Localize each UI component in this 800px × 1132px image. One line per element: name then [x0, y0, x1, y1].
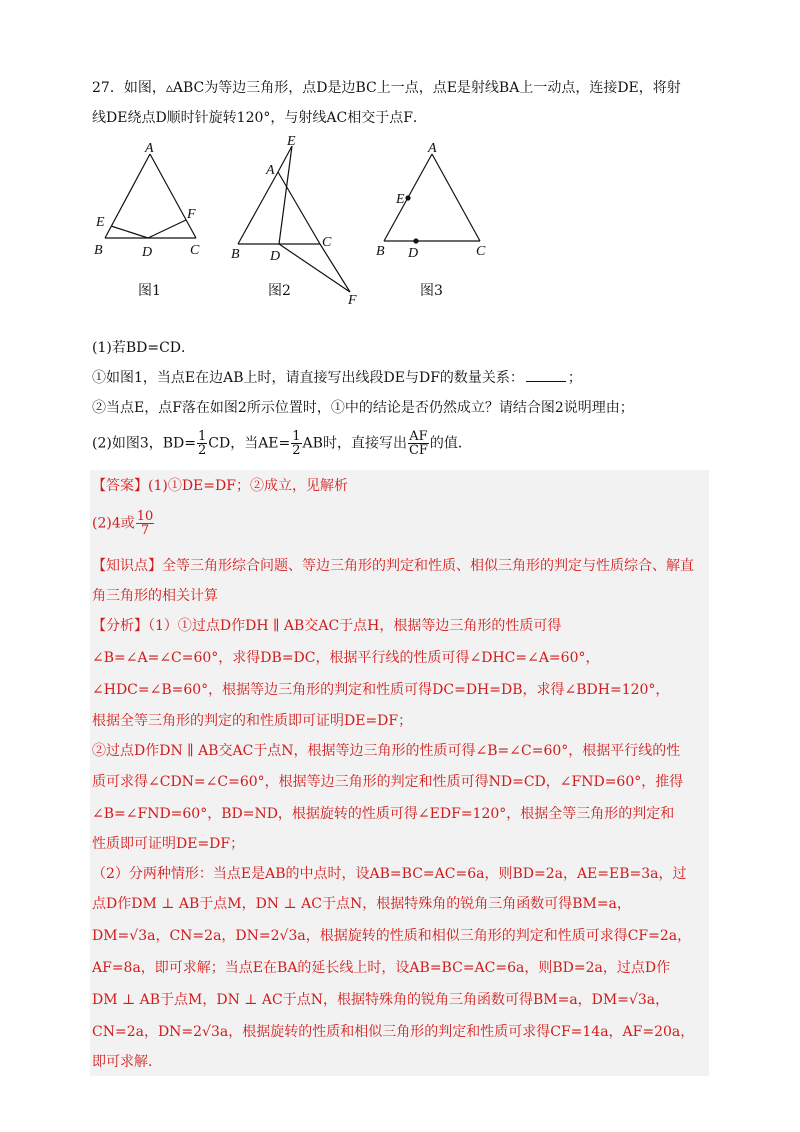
fig3-point-e [405, 195, 410, 200]
part-1a [92, 368, 582, 388]
fig1-side-ab [105, 154, 150, 238]
fig1-segment-de [111, 226, 148, 238]
analysis-line: ∠B=∠A=∠C=60°，求得DB=DC，根据平行线的性质可得∠DHC=∠A=60°， [92, 650, 600, 666]
fraction-half-1 [197, 430, 207, 457]
part-1b: ②当点E，点F落在如图2所示位置时，①中的结论是否仍然成立？请结合图2说明理由； [92, 400, 634, 416]
fraction-num: 1 [292, 429, 301, 444]
fig2-label-c: C [322, 235, 332, 250]
fig3-point-d [413, 238, 418, 243]
fig3-label-e: E [396, 192, 405, 207]
question-stem-line-1 [92, 78, 681, 98]
fraction-num: 10 [136, 509, 154, 524]
part-2-b: CD，当AE= [208, 435, 291, 452]
fig2-side-ab [238, 172, 278, 244]
fig3-caption: 图3 [420, 283, 443, 299]
fig1-label-f: F [187, 207, 196, 222]
part-1: (1)若BD=CD． [92, 340, 196, 356]
fig1-label-c: C [190, 243, 200, 258]
fraction-num: 1 [197, 429, 207, 444]
analysis-line: 质可求得∠CDN=∠C=60°，根据等边三角形的判定和性质可得ND=CD，∠FND=60°，推得 [92, 774, 684, 790]
fig2-segment-de [279, 146, 292, 244]
answer-1: (1)①DE=DF；②成立，见解析 [148, 478, 348, 494]
fig3-label-b: B [376, 244, 385, 259]
fig1-segment-df [148, 220, 186, 238]
knowledge-2: 角三角形的相关计算 [92, 588, 218, 604]
part-2-a: (2)如图3，BD= [92, 435, 196, 452]
analysis-line: ∠B=∠FND=60°，BD=ND，根据旋转的性质可得∠EDF=120°，根据全等三角形的判定和 [92, 806, 675, 822]
fig3-label-a: A [428, 141, 437, 156]
fig3-side-ac [432, 154, 480, 241]
fig2-label-d: D [270, 249, 281, 264]
figure-1 [90, 140, 220, 265]
part-2-d: 的值． [429, 435, 472, 452]
fig2-label-e: E [287, 134, 296, 149]
fig2-caption: 图2 [268, 283, 291, 299]
analysis-line: 即可求解． [92, 1054, 162, 1070]
analysis-line-1 [92, 616, 561, 636]
part-2 [92, 430, 472, 457]
part-1a-end: ； [567, 370, 582, 386]
figure-2 [228, 132, 378, 310]
analysis-tag: 【分析】 [92, 618, 148, 634]
analysis-line: 点D作DM ⊥ AB于点M，DN ⊥ AC于点N，根据特殊角的锐角三角函数可得BM=a， [92, 896, 631, 912]
answer-line-2 [92, 510, 155, 537]
fig2-label-b: B [231, 247, 240, 262]
knowledge-tag: 【知识点】 [92, 558, 162, 574]
fig2-ray-ac-extension [320, 244, 350, 292]
fig1-side-ac [150, 154, 196, 238]
answer-line-1 [92, 476, 348, 496]
analysis-line: ∠HDC=∠B=60°，根据等边三角形的判定和性质可得DC=DH=DB，求得∠BDH=120°， [92, 682, 670, 698]
analysis-line: AF=8a，即可求解；当点E在BA的延长线上时，设AB=BC=AC=6a，则BD=2a，过点D作 [92, 960, 671, 976]
fraction-den: 2 [292, 443, 301, 458]
fraction-den: 2 [197, 443, 207, 458]
fig2-label-a: A [266, 163, 275, 178]
question-stem-2: 线DE绕点D顺时针旋转120°，与射线AC相交于点F． [92, 110, 427, 126]
fraction-den: 7 [140, 523, 150, 538]
analysis-line: 根据全等三角形的判定的和性质即可证明DE=DF； [92, 713, 413, 729]
knowledge-1: 全等三角形综合问题、等边三角形的判定和性质、相似三角形的判定与性质综合、解直 [162, 558, 694, 574]
fraction-den: CF [408, 443, 428, 458]
question-number: 27． [92, 80, 124, 96]
analysis-text: （1）①过点D作DH ∥ AB交AC于点H，根据等边三角形的性质可得 [148, 618, 562, 634]
part-2-c: AB时，直接写出 [302, 435, 407, 452]
knowledge-line-1 [92, 556, 694, 576]
analysis-line: DM=√3a，CN=2a，DN=2√3a，根据旋转的性质和相似三角形的判定和性质可求得CF=2a， [92, 928, 692, 944]
analysis-line: CN=2a，DN=2√3a，根据旋转的性质和相似三角形的判定和性质可求得CF=14a，AF=20a， [92, 1024, 695, 1040]
answer-2-prefix: (2)4或 [92, 515, 135, 532]
fraction-num: AF [409, 429, 428, 444]
analysis-line: （2）分两种情形：当点E是AB的中点时，设AB=BC=AC=6a，则BD=2a，AE=EB=3a，过 [92, 866, 687, 882]
analysis-line: DM ⊥ AB于点M，DN ⊥ AC于点N，根据特殊角的锐角三角函数可得BM=a，DM=√3a， [92, 992, 670, 1008]
analysis-line: 性质即可证明DE=DF； [92, 836, 245, 852]
question-stem-1: 如图，▵ABC为等边三角形，点D是边BC上一点，点E是射线BA上一动点，连接DE，将射 [123, 80, 681, 96]
fraction-af-cf [408, 430, 429, 457]
part-1a-text: ①如图1，当点E在边AB上时，请直接写出线段DE与DF的数量关系： [92, 370, 524, 386]
answer-tag: 【答案】 [92, 478, 148, 494]
answer-fraction [136, 510, 155, 537]
fig1-label-e: E [96, 215, 105, 230]
question-stem-line-2 [92, 108, 427, 128]
fig1-label-b: B [94, 243, 103, 258]
fig2-label-f: F [348, 293, 357, 308]
fig1-label-d: D [142, 245, 153, 260]
figure-3 [372, 140, 492, 265]
analysis-line: ②过点D作DN ∥ AB交AC于点N，根据等边三角形的性质可得∠B=∠C=60°，根据平行线的性 [92, 743, 681, 759]
fraction-half-2 [291, 430, 301, 457]
fig3-label-c: C [476, 244, 486, 259]
fig3-label-d: D [408, 246, 419, 261]
fig1-label-a: A [145, 141, 154, 156]
answer-blank [526, 381, 566, 382]
fig1-caption: 图1 [138, 283, 161, 299]
